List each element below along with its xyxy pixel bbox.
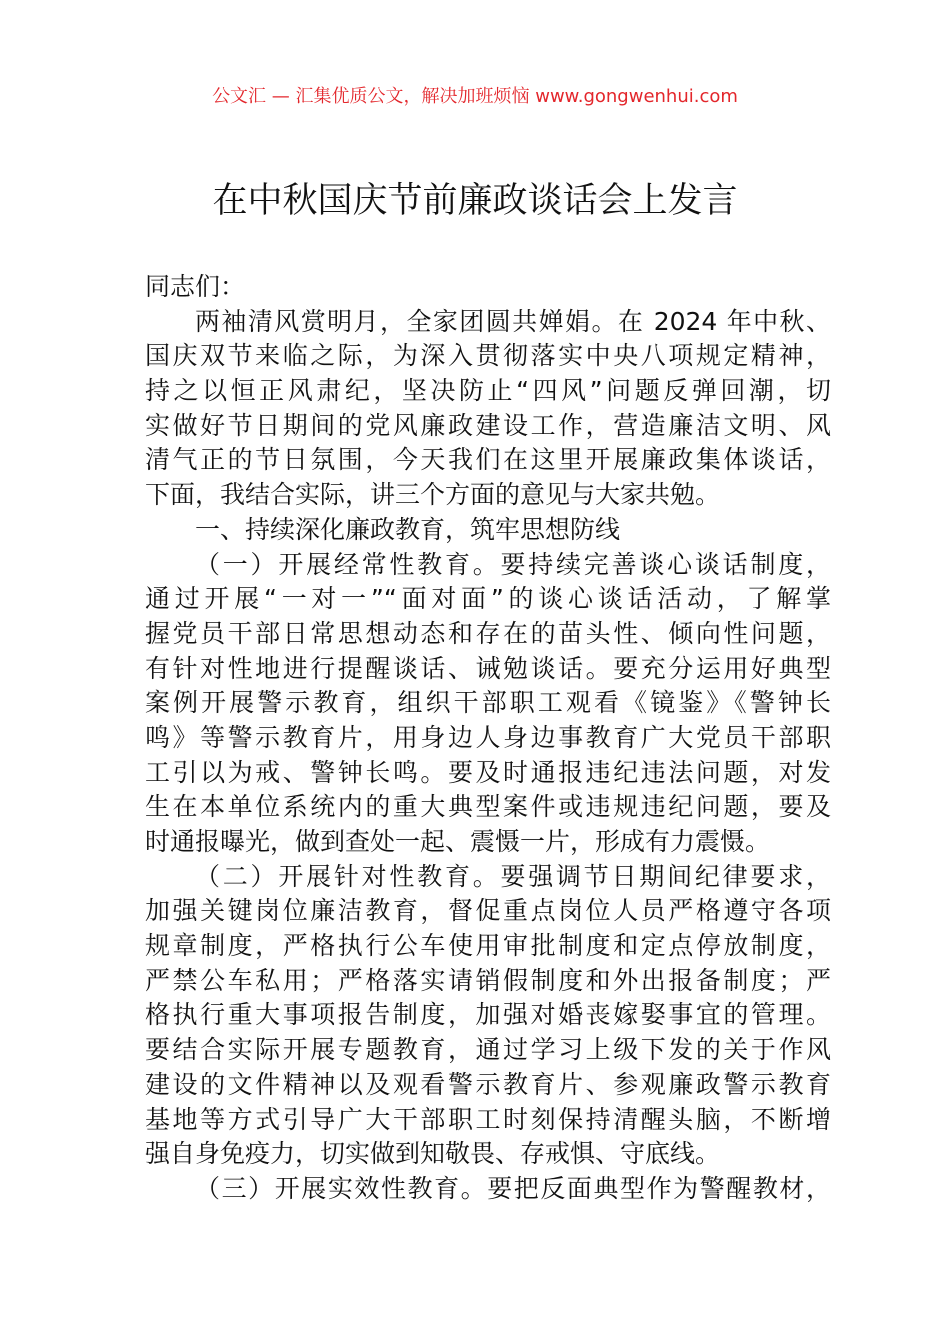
- text-line: 持之以恒正风肃纪，坚决防止“四风”问题反弹回潮，切: [145, 376, 831, 406]
- text-line: 要结合实际开展专题教育，通过学习上级下发的关于作风: [145, 1035, 831, 1065]
- text-line: 两袖清风赏明月，全家团圆共婵娟。在 2024 年中秋、: [195, 306, 831, 336]
- text-line: 强自身免疫力，切实做到知敬畏、存戒惧、守底线。: [145, 1139, 721, 1169]
- text-line: （三）开展实效性教育。要把反面典型作为警醒教材，: [195, 1173, 831, 1203]
- text-line: 加强关键岗位廉洁教育，督促重点岗位人员严格遵守各项: [145, 896, 831, 926]
- text-line: 规章制度，严格执行公车使用审批制度和定点停放制度，: [145, 931, 831, 961]
- text-line: 清气正的节日氛围，今天我们在这里开展廉政集体谈话，: [145, 445, 831, 475]
- text-line: 严禁公车私用；严格落实请销假制度和外出报备制度；严: [145, 965, 831, 995]
- document-title: 在中秋国庆节前廉政谈话会上发言: [212, 181, 738, 221]
- text-line: 格执行重大事项报告制度，加强对婚丧嫁娶事宜的管理。: [145, 1000, 831, 1030]
- text-line: 握党员干部日常思想动态和存在的苗头性、倾向性问题，: [145, 618, 831, 648]
- text-line: 一、持续深化廉政教育，筑牢思想防线: [195, 514, 621, 544]
- text-line: 生在本单位系统内的重大典型案件或违规违纪问题，要及: [145, 792, 831, 822]
- text-line: 工引以为戒、警钟长鸣。要及时通报违纪违法问题，对发: [145, 757, 831, 787]
- text-line: 鸣》等警示教育片，用身边人身边事教育广大党员干部职: [145, 722, 831, 752]
- text-line: 国庆双节来临之际，为深入贯彻落实中央八项规定精神，: [145, 341, 831, 371]
- text-line: （一）开展经常性教育。要持续完善谈心谈话制度，: [195, 549, 831, 579]
- text-line: 基地等方式引导广大干部职工时刻保持清醒头脑，不断增: [145, 1104, 831, 1134]
- text-line: 建设的文件精神以及观看警示教育片、参观廉政警示教育: [145, 1069, 831, 1099]
- text-line: （二）开展针对性教育。要强调节日期间纪律要求，: [195, 861, 831, 891]
- text-line: 同志们：: [145, 272, 246, 301]
- site-banner: 公文汇 — 汇集优质公文，解决加班烦恼 www.gongwenhui.com: [212, 86, 738, 107]
- text-line: 有针对性地进行提醒谈话、诫勉谈话。要充分运用好典型: [145, 653, 831, 683]
- document-body: [145, 270, 831, 1207]
- text-line: 实做好节日期间的党风廉政建设工作，营造廉洁文明、风: [145, 410, 831, 440]
- text-line: 案例开展警示教育，组织干部职工观看《镜鉴》《警钟长: [145, 688, 831, 718]
- text-line: 时通报曝光，做到查处一起、震慑一片，形成有力震慑。: [145, 827, 771, 856]
- text-line: 通过开展“一对一”“面对面”的谈心谈话活动，了解掌: [145, 584, 831, 614]
- text-line: 下面，我结合实际，讲三个方面的意见与大家共勉。: [145, 480, 721, 510]
